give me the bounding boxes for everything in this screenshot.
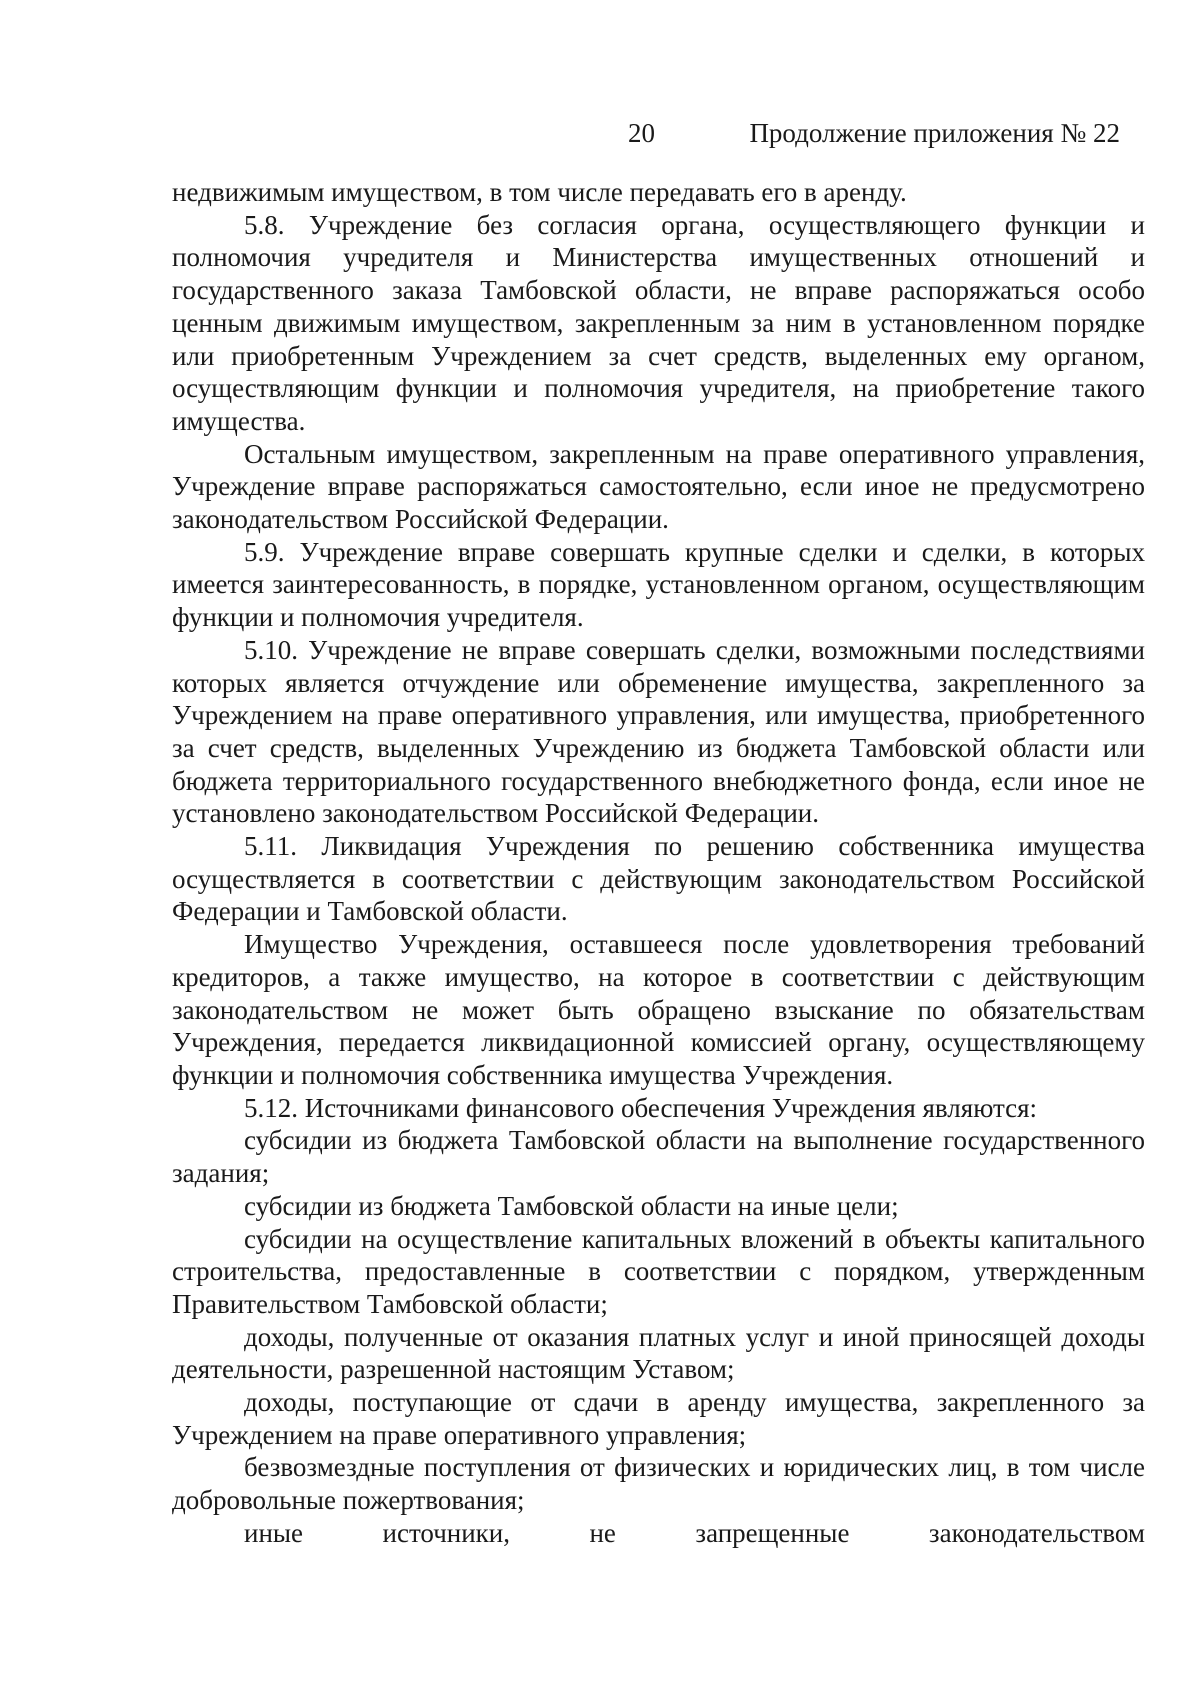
header-title: Продолжение приложения № 22: [749, 118, 1120, 148]
paragraph-5-8: 5.8. Учреждение без согласия органа, осуществляющего функции и полномочия учредителя и Министерства имущественных отношений и государственного заказа Тамбовской области, не вправе распоряжаться особо ценным движимым имуществом, закрепленным за ним в установленном порядке или приобретенным Учреждением за счет средств, выделенных ему органом, осуществляющим функции и полномочия учредителя, на приобретение такого имущества.: [172, 209, 1145, 436]
list-item-subsidy-other: субсидии из бюджета Тамбовской области на иные цели;: [244, 1190, 899, 1221]
list-item-other-sources: иные источники, не запрещенные законодательством: [244, 1517, 1145, 1548]
paragraph-5-12: 5.12. Источниками финансового обеспечения Учреждения являются:: [244, 1092, 1038, 1123]
paragraph-5-10: 5.10. Учреждение не вправе совершать сделки, возможными последствиями которых является отчуждение или обременение имущества, закрепленного за Учреждением на праве оперативного управления, или имущества, приобретенного за счет средств, выделенных Учреждению из бюджета Тамбовской области или бюджета территориального государственного внебюджетного фонда, если иное не установлено законодательством Российской Федерации.: [172, 634, 1145, 829]
page-number: 20: [628, 118, 655, 148]
document-body: [172, 176, 1145, 1550]
list-item-subsidy-capital: субсидии на осуществление капитальных вложений в объекты капитального строительства, предоставленные в соответствии с порядком, утвержденным Правительством Тамбовской области;: [172, 1223, 1145, 1319]
list-item-donations: безвозмездные поступления от физических и юридических лиц, в том числе добровольные пожертвования;: [172, 1452, 1145, 1516]
list-item-rent-income: доходы, поступающие от сдачи в аренду имущества, закрепленного за Учреждением на праве оперативного управления;: [172, 1387, 1145, 1450]
paragraph-continuation: недвижимым имуществом, в том числе передавать его в аренду.: [172, 177, 907, 207]
paragraph-remaining-property: Имущество Учреждения, оставшееся после удовлетворения требований кредиторов, а также имущество, на которое в соответствии с действующим законодательством не может быть обращено взыскание по обязательствам Учреждения, передается ликвидационной комиссией органу, осуществляющему функции и полномочия собственника имущества Учреждения.: [172, 929, 1145, 1090]
paragraph-other-property: Остальным имуществом, закрепленным на праве оперативного управления, Учреждение вправе распоряжаться самостоятельно, если иное не предусмотрено законодательством Российской Федерации.: [172, 438, 1145, 535]
paragraph-5-9: 5.9. Учреждение вправе совершать крупные сделки и сделки, в которых имеется заинтересованность, в порядке, установленном органом, осуществляющим функции и полномочия учредителя.: [172, 536, 1145, 633]
paragraph-5-11: 5.11. Ликвидация Учреждения по решению собственника имущества осуществляется в соответствии с действующим законодательством Российской Федерации и Тамбовской области.: [172, 831, 1145, 927]
list-item-paid-services-income: доходы, полученные от оказания платных услуг и иной приносящей доходы деятельности, разрешенной настоящим Уставом;: [172, 1321, 1145, 1385]
list-item-subsidy-state-task: субсидии из бюджета Тамбовской области на выполнение государственного задания;: [172, 1125, 1145, 1189]
page-header: [0, 113, 1200, 153]
